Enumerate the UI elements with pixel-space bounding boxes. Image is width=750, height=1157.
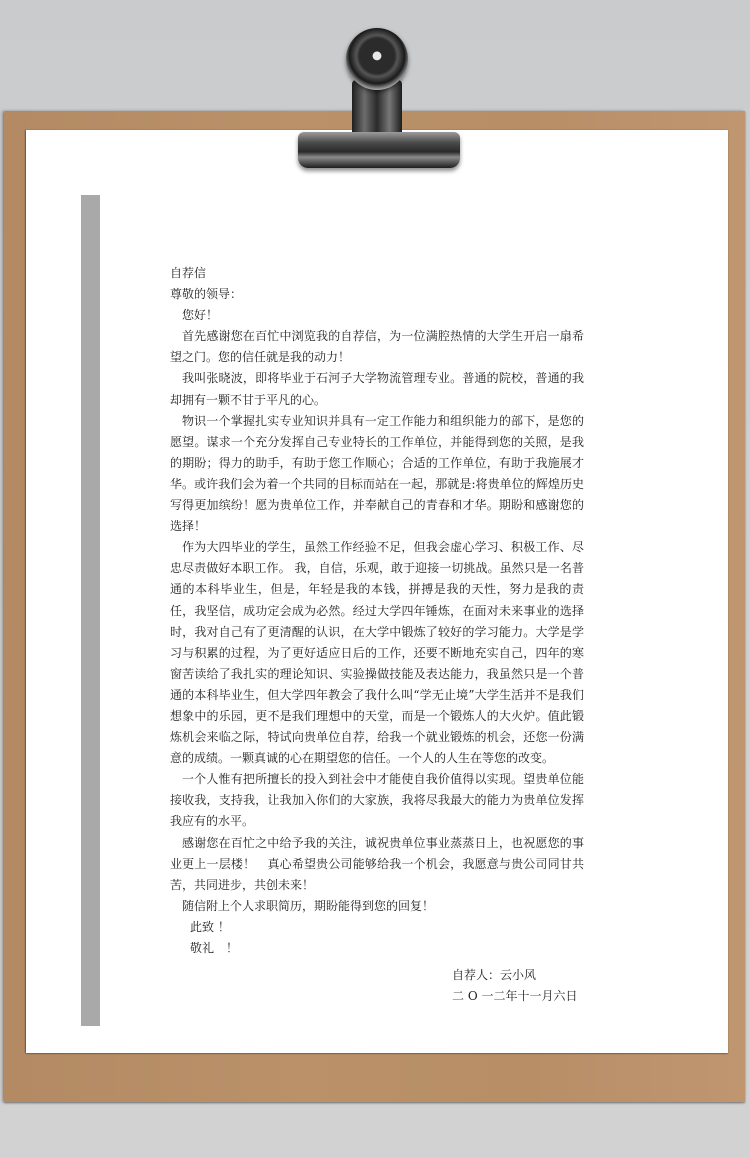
clip-base (298, 132, 460, 168)
letter-closing-2: 敬礼 ！ (190, 941, 239, 955)
letter-paragraph: 感谢您在百忙之中给予我的关注，诚祝贵单位事业蒸蒸日上，也祝愿您的事业更上一层楼！ 真心希望贵公司能够给我一个机会，我愿意与贵公司同甘共苦，共同进步，共创未来！ (170, 835, 584, 892)
letter-date: 二 O 一二年十一月六日 (452, 989, 578, 1004)
letter-paragraph: 随信附上个人求职简历，期盼能得到您的回复！ (182, 898, 435, 913)
decorative-side-bar (81, 195, 100, 1026)
letter-paragraph: 一个人惟有把所擅长的投入到社会中才能使自我价值得以实现。望贵单位能接收我，支持我，让我加入你们的大家族，我将尽我最大的能力为贵单位发挥我应有的水平。 (170, 772, 584, 829)
letter-paragraph: 物识一个掌握扎实专业知识并具有一定工作能力和组织能力的部下，是您的愿望。谋求一个充分发挥自己专业特长的工作单位，并能得到您的关照，是我的期盼；得力的助手，有助于您工作顺心；合适的工作单位，有助于我施展才华。或许我们会为着一个共同的目标而站在一起，那就是:将贵单位的辉煌历史写得更加缤纷！愿为贵单位工作，并奉献自己的青春和才华。期盼和感谢您的选择！ (170, 413, 584, 534)
letter-salutation: 尊敬的领导： (170, 287, 243, 302)
letter-paragraph: 首先感谢您在百忙中浏览我的自荐信，为一位满腔热情的大学生开启一扇希望之门。您的信任就是我的动力！ (170, 329, 584, 365)
letter-closing-1: 此致 ！ (190, 919, 230, 934)
letter-signature: 自荐人：云小风 (452, 968, 537, 983)
letter-greeting: 您好！ (182, 308, 219, 323)
letter-paragraph: 我叫张晓波，即将毕业于石河子大学物流管理专业。普通的院校，普通的我却拥有一颗不甘于平凡的心。 (170, 371, 584, 407)
letter-title: 自荐信 (170, 266, 207, 280)
letter-paragraph: 作为大四毕业的学生，虽然工作经验不足，但我会虚心学习、积极工作、尽忠尽责做好本职工作。 我，自信，乐观，敢于迎接一切挑战。虽然只是一名普通的本科毕业生，但是，年轻是我的本钱，拼搏是我的天性，努力是我的责任，我坚信，成功定会成为必然。经过大学四年锤炼，在面对未来事业的选择时，我对自己有了更清醒的认识，在大学中锻炼了较好的学习能力。大学是学习与积累的过程，为了更好适应日后的工作，还要不断地充实自己，四年的寒窗苦读给了我扎实的理论知识、实验操做技能及表达能力，我虽然只是一个普通的本科毕业生，但大学四年教会了我什么叫“学无止境”大学生活并不是我们想象中的乐园，更不是我们理想中的天堂，而是一个锻炼人的大火炉。值此锻炼机会来临之际，特试向贵单位自荐，给我一个就业锻炼的机会，还您一份满意的成绩。一颗真诚的心在期望您的信任。一个人的人生在等您的改变。 (170, 540, 584, 766)
clip-ring (346, 28, 408, 90)
binder-clip-icon (296, 25, 462, 170)
cover-letter (170, 263, 584, 1007)
